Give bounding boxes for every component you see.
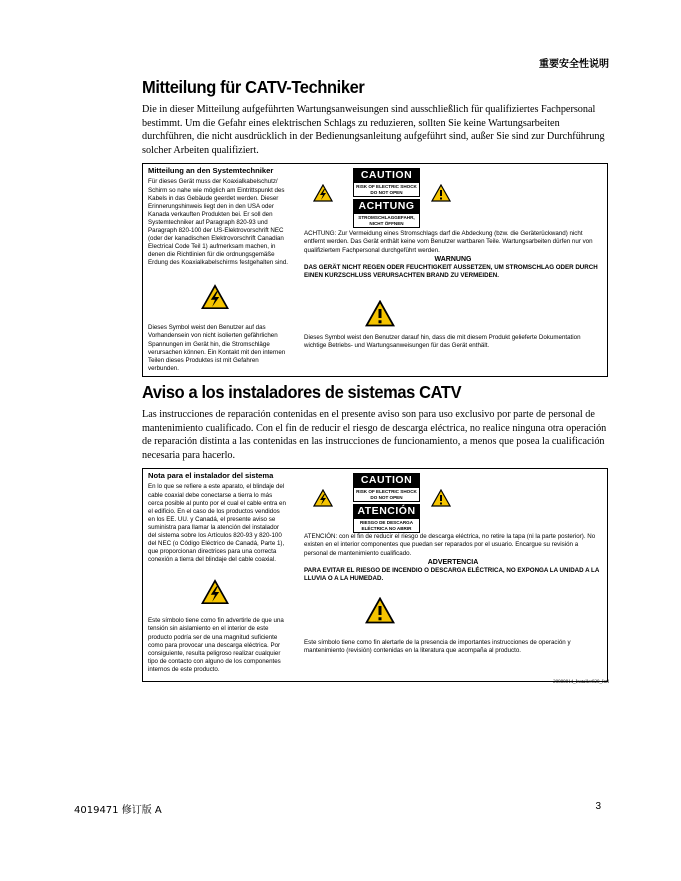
warning-title-de: WARNUNG [434, 255, 472, 263]
warning-title-es: ADVERTENCIA [427, 558, 479, 566]
footer-page-number: 3 [595, 801, 601, 812]
caution-label: CAUTION [353, 473, 420, 488]
bolt-text-de: Dieses Symbol weist den Benutzer auf das Vorhandensein von nicht isolierten gefährlichen Spannungen im Gerät hin, die Stromschläge verursachen können. Ein Kontakt mit den internen Teilen dieses Produktes ist mit Gefahren verbunden. [148, 324, 286, 372]
lightning-warning-icon [201, 579, 229, 605]
notice-de-bolt [148, 324, 288, 373]
notice-es-right-text: ATENCIÓN: con el fin de reducir el riesgo de descarga eléctrica, no retire la tapa (ni la parte posterior). No existen en el interior componentes que puedan ser reparados por el usuario. Encargue su revisión a personal de mantenimiento cualificado. [304, 533, 596, 557]
notice-es-excl [304, 639, 602, 655]
section-es-intro: Las instrucciones de reparación contenidas en el presente aviso son para uso exclusivo por parte de personal de mantenimiento cualificado. Con el fin de reducir el riesgo de descarga eléctrica, no realice ninguna otra operación de reparación distinta a las contenidas en las instrucciones de funcionamiento, a menos que posea la cualificación necesaria para hacerlo. [142, 409, 607, 461]
achtung-sublabel: STROMSCHLAGGEFAHR, NICHT ÖFFNEN [353, 214, 420, 228]
lightning-warning-icon [313, 489, 333, 507]
exclamation-warning-icon [365, 300, 395, 327]
notice-de-title: Mitteilung an den Systemtechniker [148, 166, 274, 176]
notice-de-right [304, 230, 602, 280]
warning-text-es: PARA EVITAR EL RIESGO DE INCENDIO O DESCARGA ELÉCTRICA, NO EXPONGA LA UNIDAD A LA LLUVIA O A LA HUMEDAD. [304, 566, 600, 582]
notice-de-left-text: Für dieses Gerät muss der Koaxialkabelschutz/ Schirm so nahe wie möglich am Eintrittspunkt des Kabels in das Gebäude geerdet werden. Dieser Erinnerungshinweis liegt den in den USA oder Kanada verkauften Produkten bei. Er soll den Systemtechniker auf Paragraph 820-93 und Paragraph 820-100 der US-Elektrovorschrift NEC (oder der kanadischen Elektrovorschrift Canadian Electrical Code Teil 1) aufmerksam machen, in denen die Richtlinien für die ordnungsgemäße Erdung des Koaxialkabelschirms festgehalten sind. [148, 178, 288, 267]
caution-label: CAUTION [353, 168, 420, 183]
notice-de-excl [304, 334, 602, 350]
section-de-intro: Die in dieser Mitteilung aufgeführten Wartungsanweisungen sind ausschließlich für qualifiziertes Fachpersonal bestimmt. Um die Gefahr eines elektrischen Schlags zu reduzieren, sollten Sie keine Wartungsarbeiten durchführen, die nicht ausdrücklich in der Bedienungsanleitung aufgeführt sind, außer Sie sind zur Durchführung solcher Arbeiten qualifiziert. [142, 104, 605, 156]
notice-box-de [142, 163, 608, 377]
warning-text-de: DAS GERÄT NICHT REGEN ODER FEUCHTIGKEIT AUSSETZEN, UM STROMSCHLAG ODER DURCH EINEN KURZSCHLUSS VERURSACHTEN BRAND ZU VERMEIDEN. [304, 263, 598, 279]
page-header-title: 重要安全性说明 [539, 59, 609, 70]
section-es-heading: Aviso a los instaladores de sistemas CATV [142, 382, 462, 402]
achtung-label: ACHTUNG [353, 199, 420, 214]
caution-labels-de [353, 168, 420, 228]
notice-es-left-text: En lo que se refiere a este aparato, el blindaje del cable coaxial debe conectarse a tierra lo más cerca posible al punto por el cual el cable entra en el edificio. En el caso de los productos vendidos en los EE. UU. y Canadá, el presente aviso se suministra para llamar la atención del instalador del sistema sobre los Artículos 820-93 y 820-100 del NEC (o Código Eléctrico de Canadá, Parte 1), que proporcionan directrices para una correcta conexión a tierra del blindaje del cable coaxial. [148, 483, 286, 564]
footer-doc-number: 4019471 修订版 A [74, 805, 162, 816]
lightning-warning-icon [201, 284, 229, 310]
caution-sublabel: RISK OF ELECTRIC SHOCK DO NOT OPEN [353, 183, 420, 197]
atencion-sublabel: RIESGO DE DESCARGA ELÉCTRICA NO ABRIR [353, 519, 420, 533]
caution-labels-es [353, 473, 420, 533]
notice-de-right-text: ACHTUNG: Zur Vermeidung eines Stromschlags darf die Abdeckung (bzw. die Geräterückwand) nicht entfernt werden. Das Gerät enthält keine vom Benutzer wartbaren Teile. Wartungsarbeiten dürfen nur von qualifiziertem Fachpersonal durchgeführt werden. [304, 230, 593, 254]
exclamation-warning-icon [431, 184, 451, 202]
notice-es-left [148, 472, 288, 564]
section-de [142, 77, 608, 377]
exclamation-warning-icon [365, 597, 395, 624]
file-identifier: 20080814_Installer820_Intl [553, 680, 609, 685]
bolt-text-es: Este símbolo tiene como fin advertirle de que una tensión sin aislamiento en el interior de este producto podría ser de una magnitud suficiente como para provocar una descarga eléctrica. Por consiguiente, resulta peligroso realizar cualquier tipo de contacto con alguno de los componentes internos de este producto. [148, 617, 284, 673]
atencion-label: ATENCIÓN [353, 504, 420, 519]
notice-es-right [304, 533, 602, 583]
section-de-heading: Mitteilung für CATV-Techniker [142, 77, 365, 97]
excl-text-es: Este símbolo tiene como fin alertarle de la presencia de importantes instrucciones de operación y mantenimiento (revisión) contenidas en la literatura que acompaña al producto. [304, 639, 571, 655]
notice-box-es [142, 468, 608, 682]
lightning-warning-icon [313, 184, 333, 202]
caution-sublabel: RISK OF ELECTRIC SHOCK DO NOT OPEN [353, 488, 420, 502]
section-es [142, 382, 608, 682]
notice-es-title: Nota para el instalador del sistema [148, 471, 274, 481]
excl-text-de: Dieses Symbol weist den Benutzer darauf hin, dass die mit diesem Produkt gelieferte Dokumentation wichtige Betriebs- und Wartungsanweisungen für das Gerät enthält. [304, 334, 581, 350]
notice-es-bolt [148, 617, 288, 674]
notice-de-left [148, 167, 288, 267]
exclamation-warning-icon [431, 489, 451, 507]
